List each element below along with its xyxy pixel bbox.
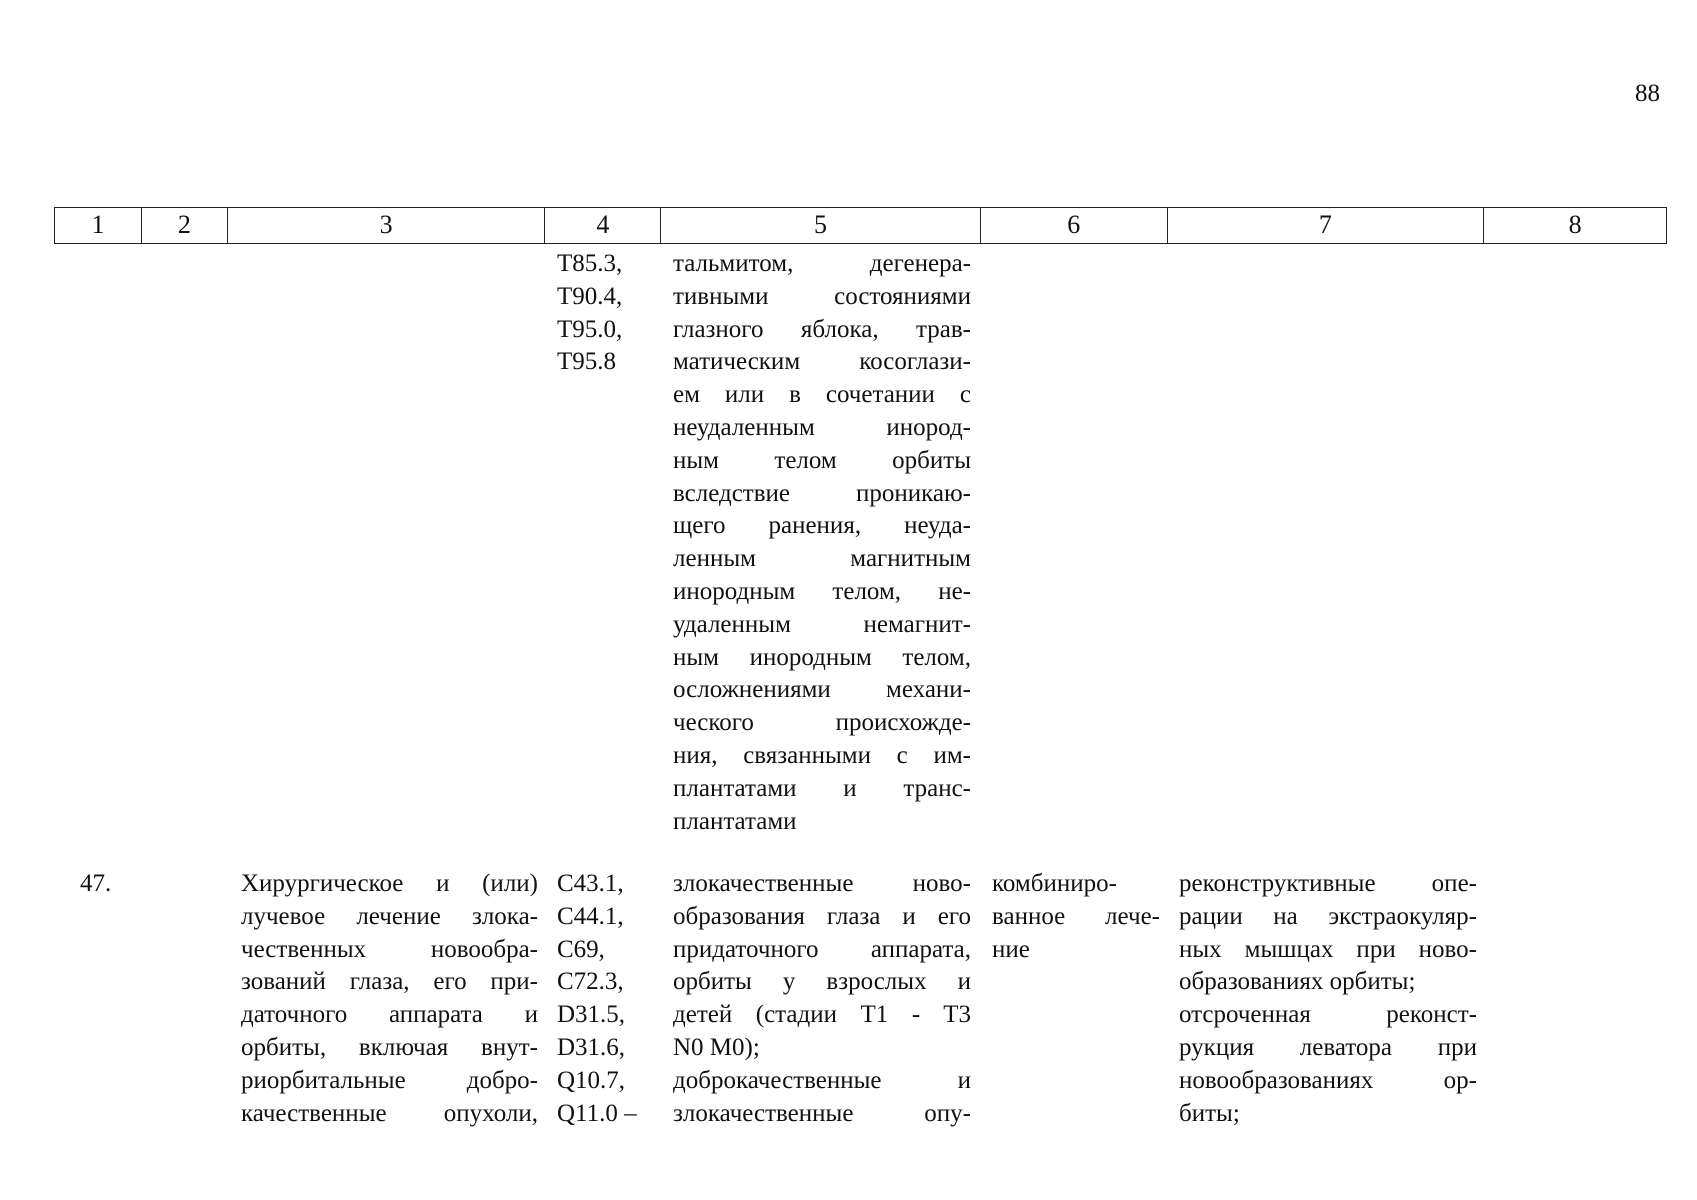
code-line: C44.1, [557, 902, 624, 930]
model-line: детей (стадии T1 - T3 [673, 1001, 971, 1029]
page-number: 88 [1635, 80, 1660, 107]
name-line: лучевое лечение злока- [241, 902, 538, 930]
code-line: Q11.0 – [557, 1099, 637, 1127]
description-line: ния, связанными с им- [673, 741, 971, 769]
method-line: отсроченная реконст- [1179, 1001, 1477, 1029]
name-line: орбиты, включая внут- [241, 1033, 538, 1061]
name-line: качественные опухоли, [241, 1099, 538, 1127]
description-line: удаленным немагнит- [673, 610, 971, 638]
column-header-6: 6 [981, 208, 1168, 243]
method-line: биты; [1179, 1099, 1240, 1127]
column-header-7: 7 [1168, 208, 1485, 243]
description-line: тивными состояниями [673, 282, 971, 310]
continuation-description [673, 248, 971, 838]
row47-codes [557, 868, 667, 1130]
description-line: инородным телом, не- [673, 577, 971, 605]
method-line: рукция леватора при [1179, 1033, 1477, 1061]
model-line: злокачественные опу- [673, 1099, 971, 1127]
method-line: образованиях орбиты; [1179, 968, 1416, 996]
description-line: плантатами [673, 807, 797, 835]
code-line: T95.8 [557, 348, 617, 376]
code-line: T95.0, [557, 315, 623, 343]
method-line: реконструктивные опе- [1179, 870, 1477, 897]
method-line: новообразованиях ор- [1179, 1066, 1477, 1094]
treatment-line: ние [992, 935, 1030, 963]
method-line: рации на экстраокуляр- [1179, 902, 1477, 930]
description-line: щего ранения, неуда- [673, 512, 971, 540]
code-line: C72.3, [557, 968, 624, 996]
code-line: C43.1, [557, 870, 624, 897]
name-line: риорбитальные добро- [241, 1066, 538, 1094]
model-line: придаточного аппарата, [673, 935, 971, 963]
name-line: чественных новообра- [241, 935, 538, 963]
description-line: ным инородным телом, [673, 643, 971, 671]
description-line: ным телом орбиты [673, 446, 971, 474]
code-line: C69, [557, 935, 605, 963]
name-line: даточного аппарата и [241, 1001, 538, 1029]
row47-model [673, 868, 971, 1130]
column-header-1: 1 [55, 208, 142, 243]
code-line: T90.4, [557, 282, 623, 310]
name-line: зований глаза, его при- [241, 968, 538, 996]
description-line: тальмитом, дегенера- [673, 250, 971, 277]
code-line: D31.5, [557, 1001, 626, 1029]
code-line: D31.6, [557, 1033, 626, 1061]
treatment-line: комбиниро- [992, 870, 1117, 897]
code-line: Q10.7, [557, 1066, 626, 1094]
method-line: ных мышцах при ново- [1179, 935, 1477, 963]
description-line: глазного яблока, трав- [673, 315, 971, 343]
model-line: злокачественные ново- [673, 870, 971, 897]
row47-method [1179, 868, 1477, 1130]
table-header-row [54, 207, 1667, 244]
description-line: ческого происхожде- [673, 709, 971, 737]
column-header-4: 4 [545, 208, 661, 243]
column-header-2: 2 [142, 208, 228, 243]
row47-name [241, 868, 538, 1130]
description-line: осложнениями механи- [673, 676, 971, 704]
description-line: неудаленным инород- [673, 413, 971, 441]
name-line: Хирургическое и (или) [241, 870, 538, 897]
description-line: ленным магнитным [673, 545, 971, 573]
row47-treatment-type [992, 868, 1160, 966]
description-line: вследствие проникаю- [673, 479, 971, 507]
description-line: ем или в сочетании с [673, 381, 971, 409]
model-line: доброкачественные и [673, 1066, 971, 1094]
description-line: плантатами и транс- [673, 774, 971, 802]
column-header-8: 8 [1568, 210, 1582, 239]
column-header-3: 3 [228, 208, 546, 243]
model-line: образования глаза и его [673, 902, 971, 930]
treatment-line: ванное лече- [992, 902, 1160, 930]
row-number: 47. [80, 870, 112, 897]
continuation-codes [557, 248, 657, 379]
model-line: N0 M0); [673, 1033, 760, 1061]
model-line: орбиты у взрослых и [673, 968, 971, 996]
description-line: матическим косоглази- [673, 348, 971, 376]
code-line: T85.3, [557, 250, 623, 277]
column-header-5: 5 [661, 208, 981, 243]
